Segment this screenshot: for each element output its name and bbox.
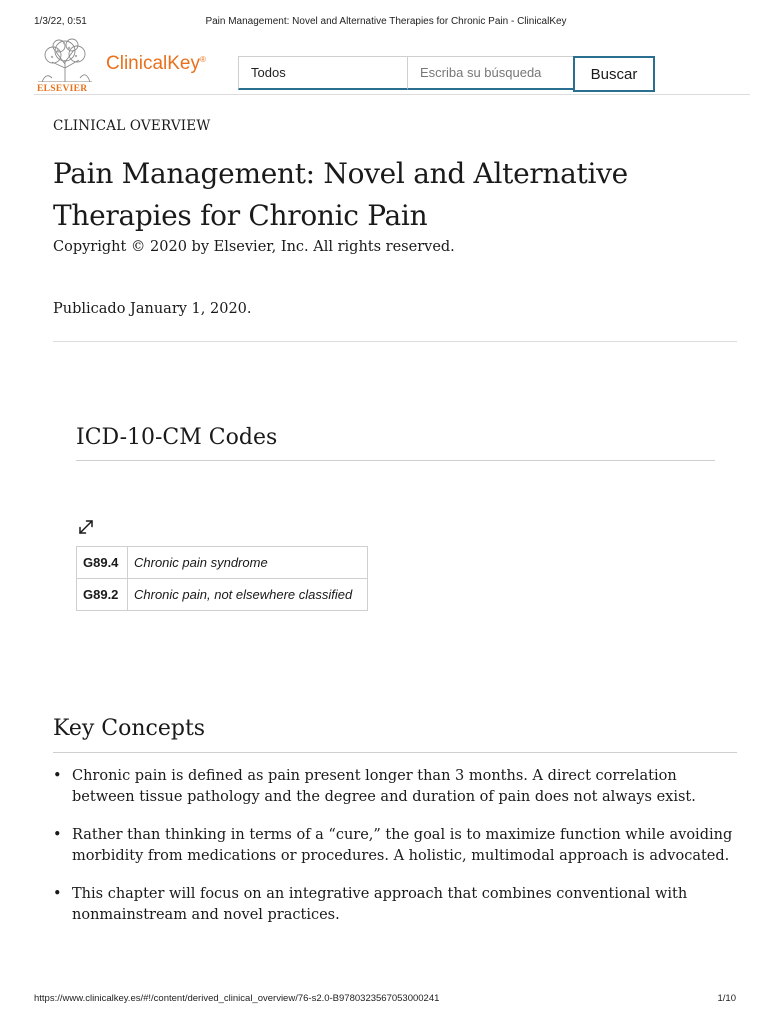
icd-codes-heading: ICD-10-CM Codes [76, 425, 278, 450]
print-document-title: Pain Management: Novel and Alternative Therapies for Chronic Pain - ClinicalKey [205, 16, 567, 27]
bullet-marker: • [53, 768, 62, 784]
list-item-text: Rather than thinking in terms of a “cure,” the goal is to maximize function while avoiding morbidity from medications or procedures. A holistic, multimodal approach is advocated. [72, 827, 733, 864]
copyright-notice: Copyright © 2020 by Elsevier, Inc. All rights reserved. [53, 239, 455, 255]
key-concepts-divider [53, 752, 737, 753]
clinicalkey-wordmark: ClinicalKey [106, 53, 200, 74]
publication-date: Publicado January 1, 2020. [53, 301, 252, 317]
icd-description: Chronic pain, not elsewhere classified [128, 579, 368, 611]
key-concepts-heading: Key Concepts [53, 716, 206, 741]
content-type-label: CLINICAL OVERVIEW [53, 118, 211, 134]
bullet-marker: • [53, 827, 62, 843]
clinicalkey-logo[interactable] [106, 53, 206, 75]
list-item-text: This chapter will focus on an integrative approach that combines conventional with nonmainstream and novel practices. [72, 886, 688, 923]
page-title: Pain Management: Novel and Alternative Therapies for Chronic Pain [53, 157, 628, 232]
top-bar [34, 36, 750, 95]
icd-code: G89.4 [77, 547, 128, 579]
list-item-text: Chronic pain is defined as pain present longer than 3 months. A direct correlation between tissue pathology and the degree and duration of pain does not always exist. [72, 768, 696, 805]
elsevier-tree-logo-icon [36, 38, 94, 82]
expand-icon[interactable] [77, 518, 95, 536]
search-button[interactable]: Buscar [573, 56, 655, 92]
section-divider [53, 341, 737, 342]
elsevier-wordmark: ELSEVIER [37, 84, 88, 94]
search-scope-select[interactable]: Todos [238, 56, 408, 90]
icd-code: G89.2 [77, 579, 128, 611]
print-footer [34, 993, 736, 1007]
print-date: 1/3/22, 0:51 [34, 16, 87, 27]
icd-description: Chronic pain syndrome [128, 547, 368, 579]
icd-heading-divider [76, 460, 715, 461]
print-header [34, 16, 738, 30]
table-row [77, 579, 368, 611]
bullet-marker: • [53, 886, 62, 902]
table-row [77, 547, 368, 579]
key-concepts-list [53, 766, 743, 943]
trademark-symbol: ® [199, 55, 206, 64]
list-item [53, 825, 743, 867]
list-item [53, 766, 743, 808]
page-url: https://www.clinicalkey.es/#!/content/derived_clinical_overview/76-s2.0-B9780323567053000241 [34, 993, 440, 1004]
search-input[interactable] [408, 56, 574, 90]
list-item [53, 884, 743, 926]
icd-codes-table [76, 546, 368, 611]
page-number: 1/10 [717, 993, 736, 1004]
